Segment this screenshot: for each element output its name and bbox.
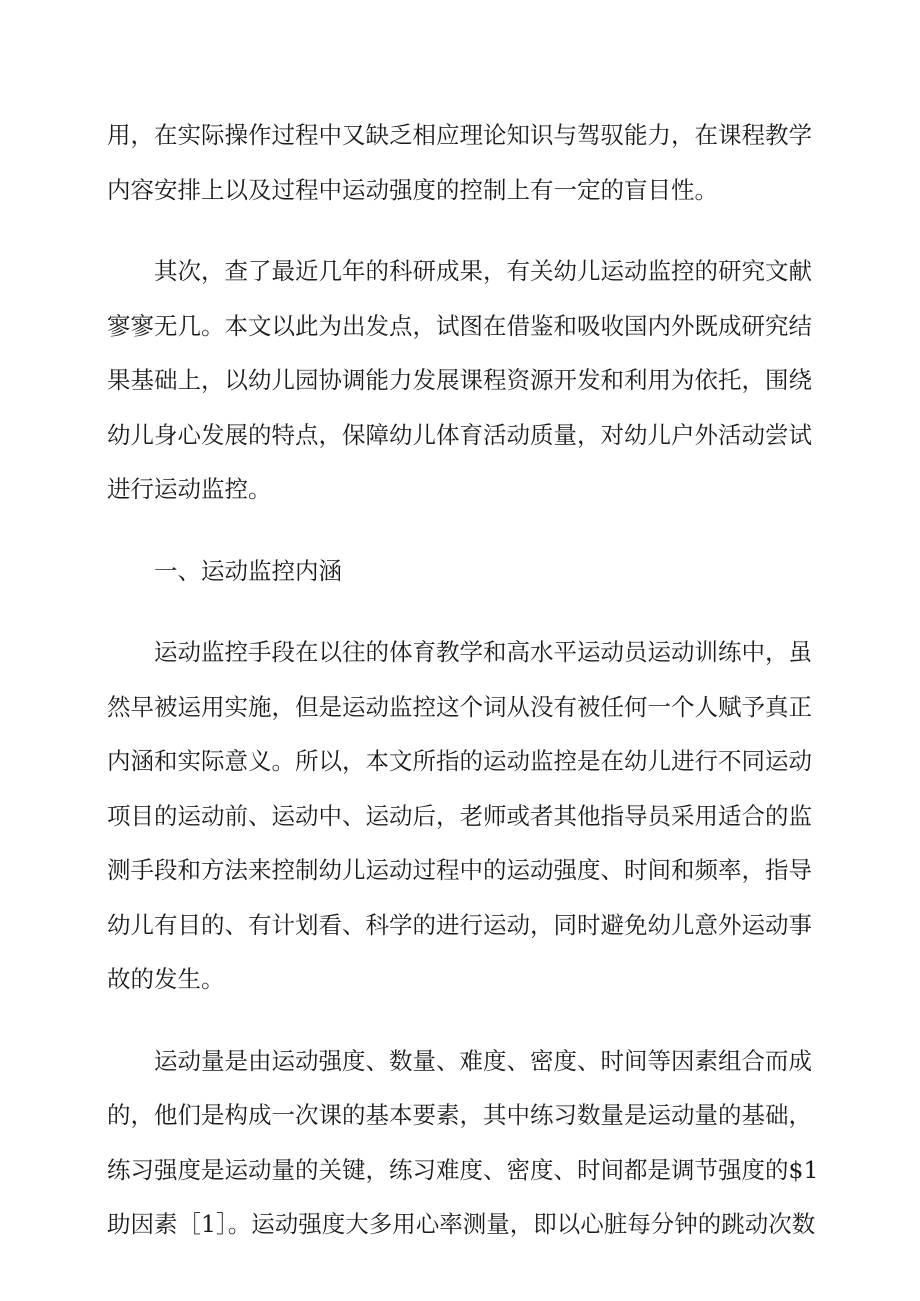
paragraph (107, 244, 812, 517)
document-page (107, 108, 819, 1252)
paragraph (107, 625, 812, 1007)
heading-text: 一、运动监控内涵 (154, 556, 342, 585)
text-line: 故的发生。 (107, 965, 225, 993)
section-heading (107, 544, 807, 599)
text-line: 幼儿有目的、有计划看、科学的进行运动，同时避免幼儿意外运动事 (107, 910, 812, 939)
text-line: 运动监控手段在以往的体育教学和高水平运动员运动训练中，虽 (154, 638, 812, 666)
text-line: 运动量是由运动强度、数量、难度、密度、时间等因素组合而成 (154, 1046, 812, 1075)
text-line: 然早被运用实施，但是运动监控这个词从没有被任何一个人赋予真正 (107, 692, 812, 721)
text-line: 其次，查了最近几年的科研成果，有关幼儿运动监控的研究文献 (154, 257, 812, 285)
text-line: 的，他们是构成一次课的基本要素，其中练习数量是运动量的基础， (107, 1101, 812, 1129)
text-line: 内容安排上以及过程中运动强度的控制上有一定的盲目性。 (107, 175, 718, 204)
text-line: 幼儿身心发展的特点，保障幼儿体育活动质量，对幼儿户外活动尝试 (107, 420, 812, 449)
text-line: 练习强度是运动量的关键，练习难度、密度、时间都是调节强度的$1 (107, 1155, 819, 1184)
text-line: 项目的运动前、运动中、运动后，老师或者其他指导员采用适合的监 (107, 801, 812, 830)
paragraph (107, 1034, 819, 1252)
text-line: 助因素［1］。运动强度大多用心率测量，即以心脏每分钟的跳动次数 (107, 1210, 816, 1238)
text-line: 进行运动监控。 (107, 475, 272, 503)
text-line: 寥寥无几。本文以此为出发点，试图在借鉴和吸收国内外既成研究结 (107, 311, 812, 340)
text-line: 用，在实际操作过程中又缺乏相应理论知识与驾驭能力，在课程教学 (107, 121, 812, 149)
text-line: 果基础上，以幼儿园协调能力发展课程资源开发和利用为依托，围绕 (107, 366, 812, 394)
text-line: 测手段和方法来控制幼儿运动过程中的运动强度、时间和频率，指导 (107, 856, 812, 884)
text-line: 内涵和实际意义。所以，本文所指的运动监控是在幼儿进行不同运动 (107, 747, 812, 775)
paragraph (107, 108, 812, 217)
